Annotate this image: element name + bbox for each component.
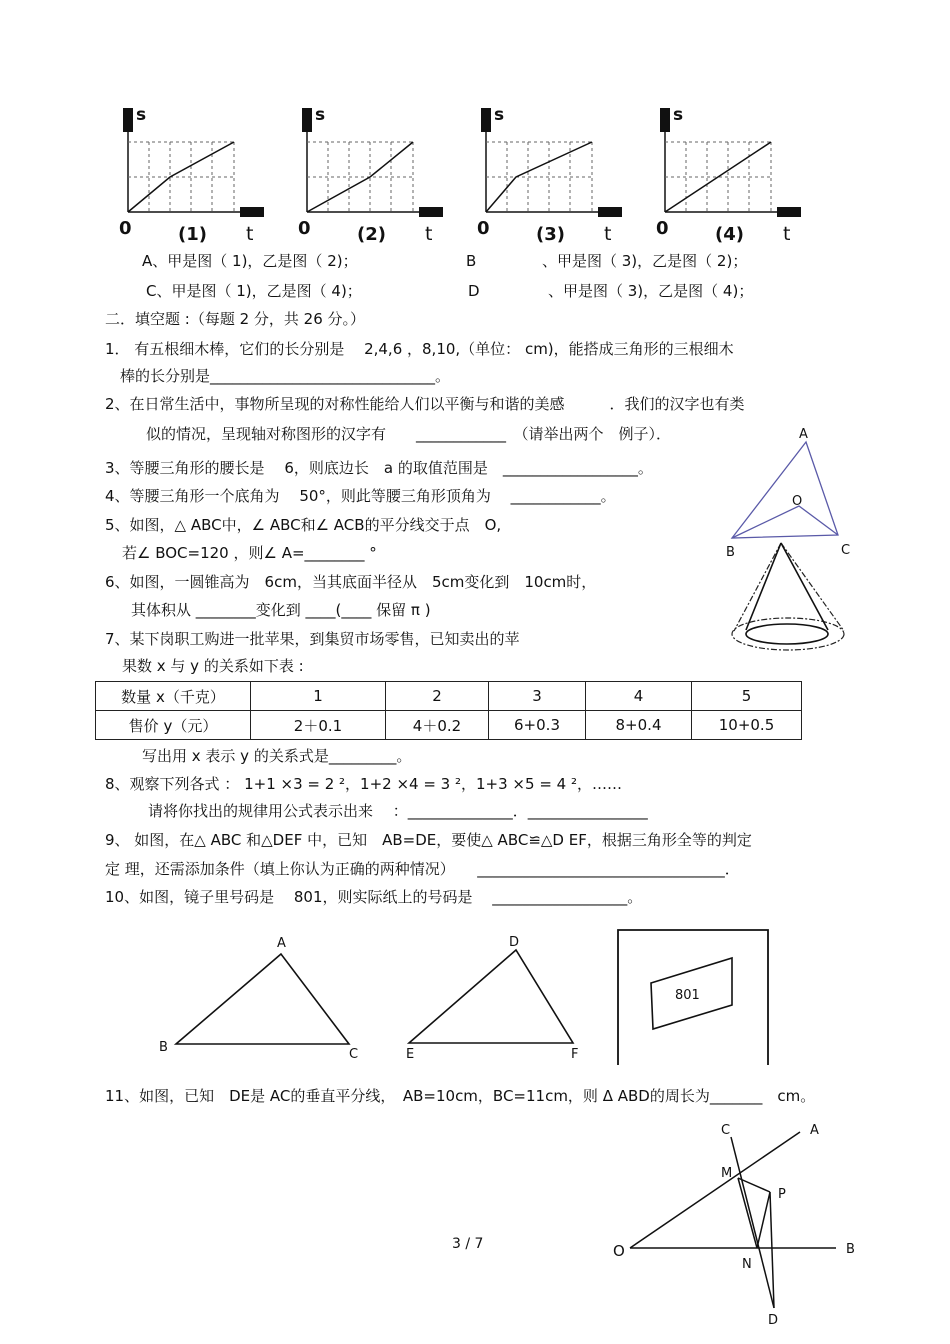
graph-4-origin: 0 <box>656 218 669 239</box>
fig11-label-m: M <box>721 1166 733 1181</box>
graph-2-label: (2) <box>357 224 386 245</box>
table-cell: 2＋0.1 <box>251 711 386 740</box>
table-cell: 3 <box>489 682 586 711</box>
graph-1-s: s <box>136 105 147 125</box>
graph-2-t: t <box>425 223 433 245</box>
question-5-line-1: 5、如图，△ ABC中，∠ ABC和∠ ACB的平分线交于点 O, <box>105 516 502 534</box>
question-1-line-1: 1． 有五根细木棒，它们的长分别是 2,4,6 ，8,10,（单位： cm)，能搭成三角形的三根细木 <box>105 340 734 358</box>
table-cell: 8+0.4 <box>586 711 692 740</box>
tri-abc-label-c: C <box>349 1047 359 1062</box>
page-number: 3 / 7 <box>452 1236 484 1252</box>
table-cell: 售价 y（元） <box>96 711 251 740</box>
figure-triangle-abc <box>150 930 370 1070</box>
table-cell: 1 <box>251 682 386 711</box>
fig11-label-o: O <box>613 1242 625 1260</box>
fig5-label-a: A <box>799 427 808 442</box>
question-8-line-1: 8、观察下列各式 ： 1+1 ×3 = 2 ²，1+2 ×4 = 3 ²，1+3 ×5 = 4 ²，…… <box>105 775 622 793</box>
graph-4-s: s <box>673 105 684 125</box>
mirror-number: 801 <box>675 988 700 1003</box>
graph-2-s: s <box>315 105 326 125</box>
fig11-label-d: D <box>768 1313 779 1328</box>
fig11-label-c: C <box>721 1123 731 1138</box>
question-5-line-2: 若∠ BOC=120 ，则∠ A=________ ° <box>122 544 377 562</box>
question-9-line-2: 定 理，还需添加条件（填上你认为正确的两种情况） _________________________________． <box>105 860 740 878</box>
figure-cone <box>725 538 855 668</box>
graph-1-label: (1) <box>178 224 207 245</box>
fig11-label-a: A <box>810 1123 819 1138</box>
question-10: 10、如图，镜子里号码是 801，则实际纸上的号码是 __________________。 <box>105 888 643 906</box>
section-heading: 二．填空题 :（每题 2 分，共 26 分。） <box>105 310 366 328</box>
table-cell: 2 <box>386 682 489 711</box>
question-2-line-2: 似的情况，呈现轴对称图形的汉字有 ____________ （请举出两个 例子）． <box>146 425 672 443</box>
question-11: 11、如图，已知 DE是 AC的垂直平分线， AB=10cm，BC=11cm，则 Δ ABD的周长为_______ cm。 <box>105 1087 816 1105</box>
graph-4-label: (4) <box>715 224 744 245</box>
table-cell: 5 <box>692 682 802 711</box>
fig5-label-o: O <box>792 494 803 509</box>
figure-triangle-def <box>395 930 595 1070</box>
graph-3-label: (3) <box>536 224 565 245</box>
data-table <box>95 681 802 740</box>
graph-2-origin: 0 <box>298 218 311 239</box>
tri-abc-label-a: A <box>277 936 286 951</box>
graph-3-origin: 0 <box>477 218 490 239</box>
graph-4-t: t <box>783 223 791 245</box>
question-7-line-1: 7、某下岗职工购进一批苹果，到集贸市场零售，已知卖出的苹 <box>105 630 520 648</box>
option-b-letter: B <box>466 252 477 270</box>
question-4: 4、等腰三角形一个底角为 50°，则此等腰三角形顶角为 ____________。 <box>105 487 616 505</box>
graph-1 <box>110 100 270 250</box>
option-c: C、甲是图（ 1)，乙是图（ 4)； <box>146 282 362 300</box>
table-cell: 6+0.3 <box>489 711 586 740</box>
graph-1-t: t <box>246 223 254 245</box>
question-6-line-2: 其体积从 ________变化到 ____(____ 保留 π ) <box>131 601 431 619</box>
graph-1-origin: 0 <box>119 218 132 239</box>
option-b-text: 、甲是图（ 3)，乙是图（ 2)； <box>542 252 748 270</box>
question-1-line-2: 棒的长分别是______________________________。 <box>120 367 451 385</box>
fig5-label-c: C <box>841 543 851 558</box>
graph-4 <box>647 100 807 250</box>
graph-2 <box>289 100 449 250</box>
question-7-line-3: 写出用 x 表示 y 的关系式是_________。 <box>142 747 412 765</box>
question-8-line-2: 请将你找出的规律用公式表示出来 ：______________．________________ <box>148 802 648 820</box>
table-row <box>96 682 802 711</box>
question-7-line-2: 果数 x 与 y 的关系如下表 : <box>122 657 304 675</box>
option-a: A、甲是图（ 1)，乙是图（ 2)； <box>142 252 358 270</box>
tri-def-label-e: E <box>406 1047 415 1062</box>
table-cell: 数量 x（千克） <box>96 682 251 711</box>
fig5-label-b: B <box>726 545 735 560</box>
question-6-line-1: 6、如图，一圆锥高为 6cm，当其底面半径从 5cm变化到 10cm时， <box>105 573 597 591</box>
graph-3 <box>468 100 628 250</box>
option-d-letter: D <box>468 282 480 300</box>
fig11-label-n: N <box>742 1257 752 1272</box>
figure-angle-bisector <box>600 1110 870 1335</box>
tri-def-label-d: D <box>509 935 520 950</box>
table-row <box>96 711 802 740</box>
graph-3-t: t <box>604 223 612 245</box>
question-9-line-1: 9、 如图，在△ ABC 和△DEF 中，已知 AB=DE，要使△ ABC≌△D EF，根据三角形全等的判定 <box>105 831 752 849</box>
fig11-label-b: B <box>846 1242 855 1257</box>
tri-abc-label-b: B <box>159 1040 168 1055</box>
option-d-text: 、甲是图（ 3)，乙是图（ 4)； <box>548 282 754 300</box>
fig11-label-p: P <box>778 1187 786 1202</box>
table-cell: 4 <box>586 682 692 711</box>
table-cell: 10+0.5 <box>692 711 802 740</box>
table-cell: 4＋0.2 <box>386 711 489 740</box>
tri-def-label-f: F <box>571 1047 579 1062</box>
graph-3-s: s <box>494 105 505 125</box>
question-3: 3、等腰三角形的腰长是 6，则底边长 a 的取值范围是 __________________。 <box>105 459 653 477</box>
figure-mirror <box>615 925 775 1070</box>
question-2-line-1: 2、在日常生活中，事物所呈现的对称性能给人们以平衡与和谐的美感 ．我们的汉字也有类 <box>105 395 745 413</box>
